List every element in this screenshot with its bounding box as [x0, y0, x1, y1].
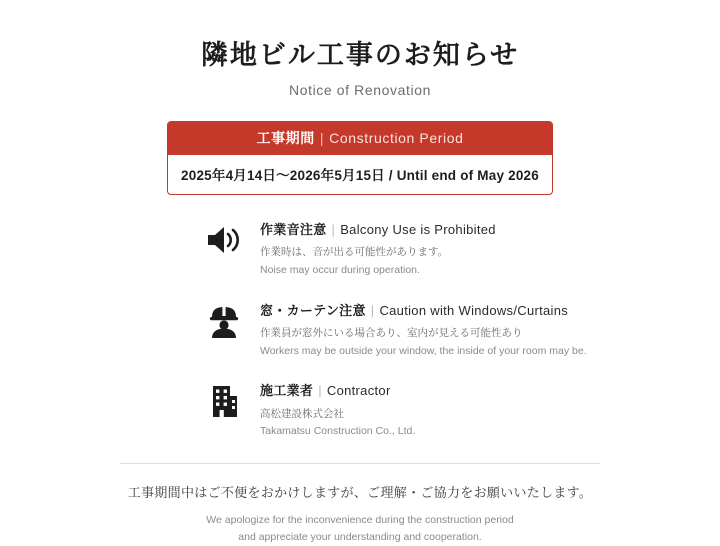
period-label-en: Construction Period — [329, 130, 464, 147]
building-icon — [198, 382, 250, 418]
info-heading-ja: 施工業者 — [260, 383, 314, 399]
speaker-icon — [198, 221, 250, 257]
page-footer — [80, 464, 640, 546]
page-title-en: Notice of Renovation — [289, 82, 431, 99]
info-heading — [260, 221, 640, 239]
info-subtext-en: Noise may occur during operation. — [260, 264, 420, 277]
info-heading-en: Caution with Windows/Curtains — [379, 302, 569, 318]
list-item — [198, 221, 640, 279]
footer-text-ja: 工事期間中はご不便をおかけしますが、ご理解・ご協力をお願いいたします。 — [127, 485, 593, 501]
info-heading — [260, 382, 640, 400]
info-text — [250, 382, 640, 440]
info-heading-en: Balcony Use is Prohibited — [340, 222, 496, 238]
info-heading-en: Contractor — [326, 383, 391, 399]
info-heading-ja: 窓・カーテン注意 — [260, 302, 366, 318]
footer-text-en — [80, 512, 640, 546]
construction-period-box — [167, 121, 553, 195]
page-title-ja: 隣地ビル工事のお知らせ — [200, 40, 520, 70]
info-heading-separator: | — [318, 383, 322, 399]
list-item — [198, 382, 640, 440]
info-heading — [260, 302, 640, 320]
info-subtext-ja: 作業員が窓外にいる場合あり、室内が見える可能性あり — [260, 326, 523, 339]
period-label-separator: | — [319, 130, 325, 147]
worker-icon — [198, 302, 250, 338]
construction-period-header — [168, 122, 552, 155]
info-heading-separator: | — [370, 302, 375, 318]
info-list — [80, 221, 640, 440]
construction-period-value: 2025年4月14日〜2026年5月15日 / Until end of May 2026 — [181, 168, 539, 184]
footer-text-en-line2: and appreciate your understanding and cooperation. — [238, 530, 482, 543]
info-subtext-ja: 高松建設株式会社 — [260, 407, 344, 420]
info-subtext-ja: 作業時は、音が出る可能性があります。 — [260, 246, 449, 259]
footer-text-en-line1: We apologize for the inconvenience during the construction period — [206, 514, 514, 527]
page-header — [80, 0, 640, 98]
info-heading-ja: 作業音注意 — [260, 222, 327, 238]
info-subtext-en: Takamatsu Construction Co., Ltd. — [260, 425, 416, 438]
list-item — [198, 302, 640, 360]
period-label-ja: 工事期間 — [256, 130, 315, 147]
info-text — [250, 302, 640, 360]
info-text — [250, 221, 640, 279]
info-subtext-en: Workers may be outside your window, the inside of your room may be. — [260, 344, 587, 357]
info-heading-separator: | — [331, 222, 336, 238]
